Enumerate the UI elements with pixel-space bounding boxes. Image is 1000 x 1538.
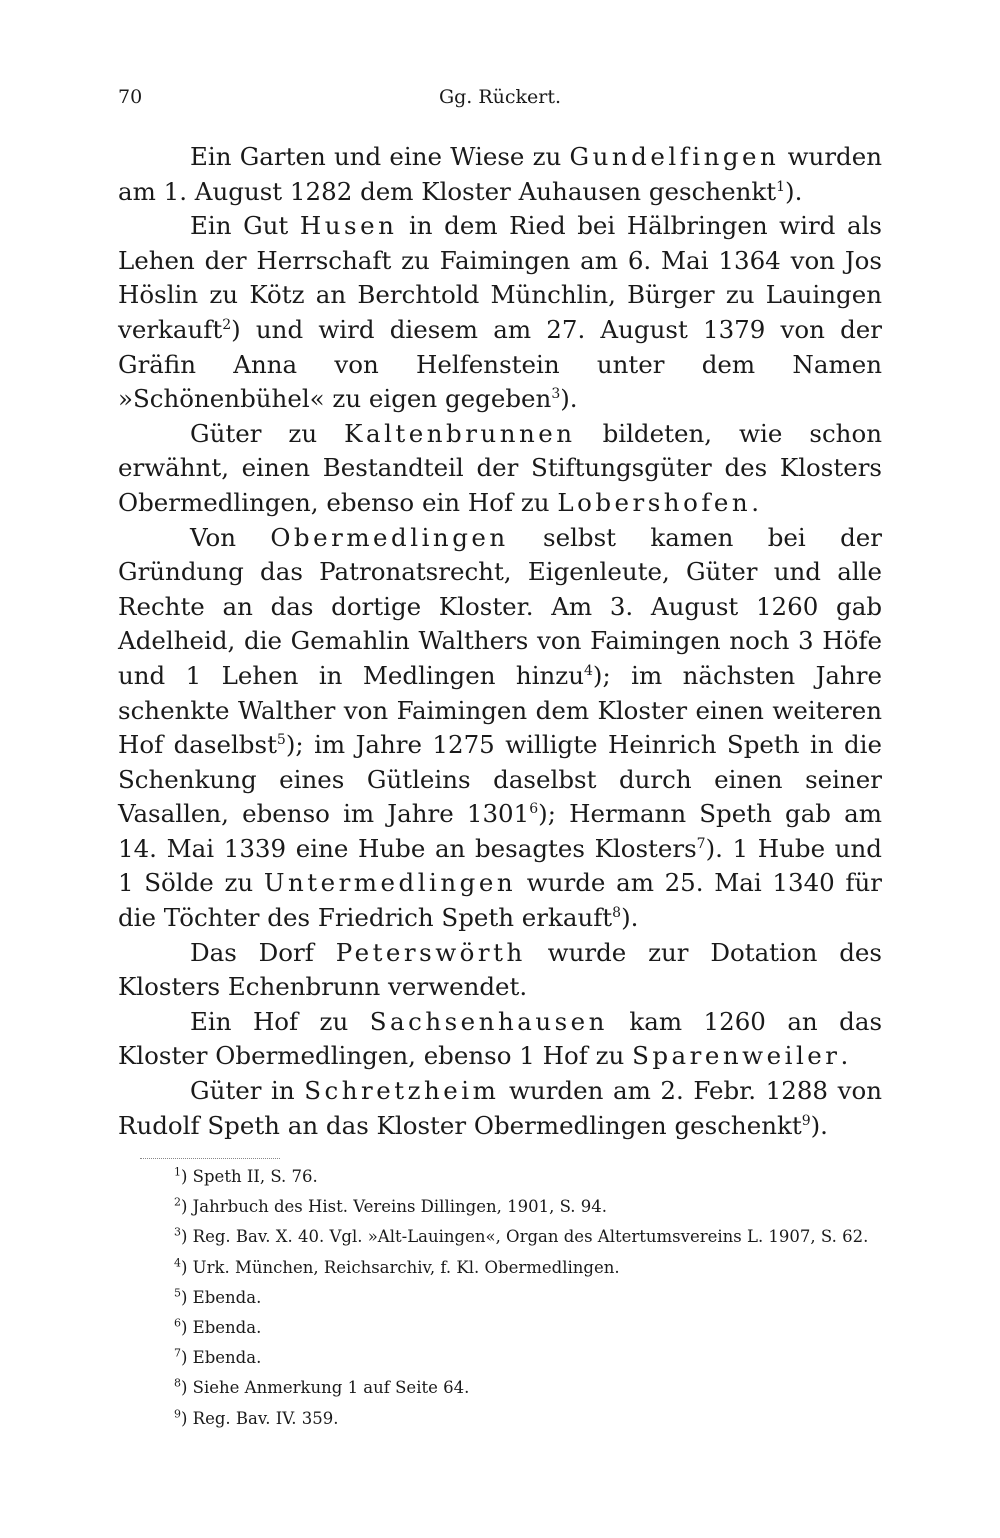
footnote-ref: 5 [276, 731, 286, 748]
text-run: . [840, 1041, 849, 1071]
place-name: Husen [299, 211, 398, 241]
text-run: ). [621, 903, 639, 933]
footnote-ref: 7 [696, 835, 706, 852]
footnote-number: 4 [174, 1256, 181, 1270]
footnote-number: 6 [174, 1316, 181, 1330]
footnote-ref: 4 [584, 662, 593, 679]
footnote-number: 8 [174, 1376, 181, 1390]
footnote [118, 1404, 882, 1434]
paragraph-kaltenbrunnen [118, 417, 882, 521]
place-name: Sparenweiler [632, 1041, 841, 1071]
footnote [118, 1343, 882, 1373]
footnote [118, 1222, 882, 1252]
text-run: ). [785, 176, 803, 206]
paragraph-sachsenhausen [118, 1005, 882, 1074]
footnote-number: 2 [174, 1195, 181, 1209]
text-run: Das Dorf [190, 937, 336, 967]
place-name: Peterswörth [335, 937, 526, 967]
footnote [118, 1192, 882, 1222]
footnote [118, 1313, 882, 1343]
place-name: Gundelfingen [569, 142, 780, 171]
footnote-ref: 6 [529, 801, 539, 818]
footnote [118, 1373, 882, 1403]
footnote-divider [140, 1158, 280, 1159]
text-run: selbst kamen bei der Gründung das Patronatsrecht, Eigenleute, Güter und alle Rechte an das dortige Kloster. Am 3. August 1260 gab Adelheid, die Gemahlin Walthers von Faimingen noch 3 Höfe und 1 Lehen in Medlingen hinzu [118, 522, 882, 690]
text-run: wurden am 2. Febr. 1288 von Rudolf Speth an das Kloster Obermedlingen geschenkt [118, 1076, 882, 1140]
footnote-ref: 2 [222, 316, 232, 333]
footnote-text: ) Ebenda. [181, 1318, 262, 1338]
footnote-ref: 1 [776, 178, 786, 195]
place-name: Schretzheim [304, 1076, 500, 1106]
place-name: Lobershofen [557, 487, 752, 517]
footnote-text: ) Ebenda. [181, 1348, 262, 1368]
footnote-text: ) Reg. Bav. IV. 359. [181, 1408, 339, 1428]
text-run: wurde zur Dotation des Klosters Echenbrunn verwendet. [118, 937, 882, 1002]
footnote-text: ) Jahrbuch des Hist. Vereins Dillingen, 1901, S. 94. [181, 1197, 608, 1217]
text-run: ); Hermann Speth gab am 14. Mai 1339 eine Hube an besagtes Klosters [118, 799, 882, 863]
text-run: wurde am 25. Mai 1340 für die Töchter des Friedrich Speth erkauft [118, 868, 882, 933]
footnote-text: ) Siehe Anmerkung 1 auf Seite 64. [181, 1378, 470, 1398]
footnotes [118, 1162, 882, 1434]
body-text [118, 140, 882, 1143]
page-header [118, 86, 882, 116]
text-run: Ein Hof zu [190, 1006, 370, 1036]
footnote [118, 1162, 882, 1192]
text-run: . [751, 487, 759, 517]
footnote-text: ) Urk. München, Reichsarchiv, f. Kl. Obermedlingen. [181, 1257, 620, 1277]
page-number: 70 [118, 86, 143, 108]
paragraph-gundelfingen [118, 140, 882, 209]
paragraph-peterswoerth [118, 936, 882, 1005]
footnote-text: ) Speth II, S. 76. [181, 1167, 318, 1186]
paragraph-schretzheim [118, 1074, 882, 1143]
text-run: Güter in [190, 1076, 305, 1106]
footnote [118, 1253, 882, 1283]
place-name: Sachsenhausen [369, 1006, 608, 1036]
footnote-ref: 9 [801, 1112, 811, 1129]
text-run: in dem Ried bei Hälbringen wird als Lehen der Herrschaft zu Faimingen am 6. Mai 1364 von Jos Höslin zu Kötz an Berchtold Münchlin, Bürger zu Lauingen verkauft [118, 211, 882, 344]
text-run: ); im nächsten Jahre schenkte Walther von Faimingen dem Kloster einen weiteren Hof daselbst [118, 660, 882, 760]
paragraph-obermedlingen [118, 521, 882, 936]
footnote-ref: 3 [551, 386, 561, 402]
text-run: wurden am 1. August 1282 dem Kloster Auhausen geschenkt [118, 142, 882, 206]
text-run: kam 1260 an das Kloster Obermedlingen, ebenso 1 Hof zu [118, 1006, 883, 1071]
text-run: ). [560, 384, 578, 414]
paragraph-husen [118, 209, 882, 417]
footnote [118, 1283, 882, 1313]
text-run: Güter zu [190, 418, 345, 448]
footnote-number: 9 [174, 1407, 181, 1421]
text-run: bildeten, wie schon erwähnt, einen Bestandteil der Stiftungsgüter des Klosters Obermedlingen, ebenso ein Hof zu [118, 418, 882, 517]
footnote-number: 3 [174, 1225, 181, 1239]
text-run: Ein Garten und eine Wiese zu [190, 142, 570, 171]
place-name: Obermedlingen [270, 522, 509, 552]
running-head: Gg. Rückert. [438, 86, 562, 108]
footnote-ref: 8 [612, 904, 622, 921]
text-run: Ein Gut [190, 211, 300, 241]
footnote-text: ) Ebenda. [181, 1287, 262, 1307]
text-run: ). [810, 1110, 828, 1140]
footnote-text: ) Reg. Bav. X. 40. Vgl. »Alt-Lauingen«, Organ des Altertumsvereins L. 1907, S. 62. [181, 1227, 869, 1247]
place-name: Kaltenbrunnen [344, 418, 576, 448]
text-run: ); im Jahre 1275 willigte Heinrich Speth in die Schenkung eines Gütleins daselbst durch einen seiner Vasallen, ebenso im Jahre 1301 [118, 730, 882, 829]
text-run: ). 1 Hube und 1 Sölde zu [118, 833, 882, 898]
text-run: Von [190, 522, 271, 552]
place-name: Untermedlingen [263, 868, 517, 898]
text-run: ) und wird diesem am 27. August 1379 von der Gräfin Anna von Helfenstein unter dem Namen »Schönenbühel« zu eigen gegeben [118, 314, 882, 414]
footnote-number: 1 [174, 1165, 181, 1179]
footnote-number: 5 [174, 1286, 181, 1300]
footnote-number: 7 [174, 1346, 181, 1360]
